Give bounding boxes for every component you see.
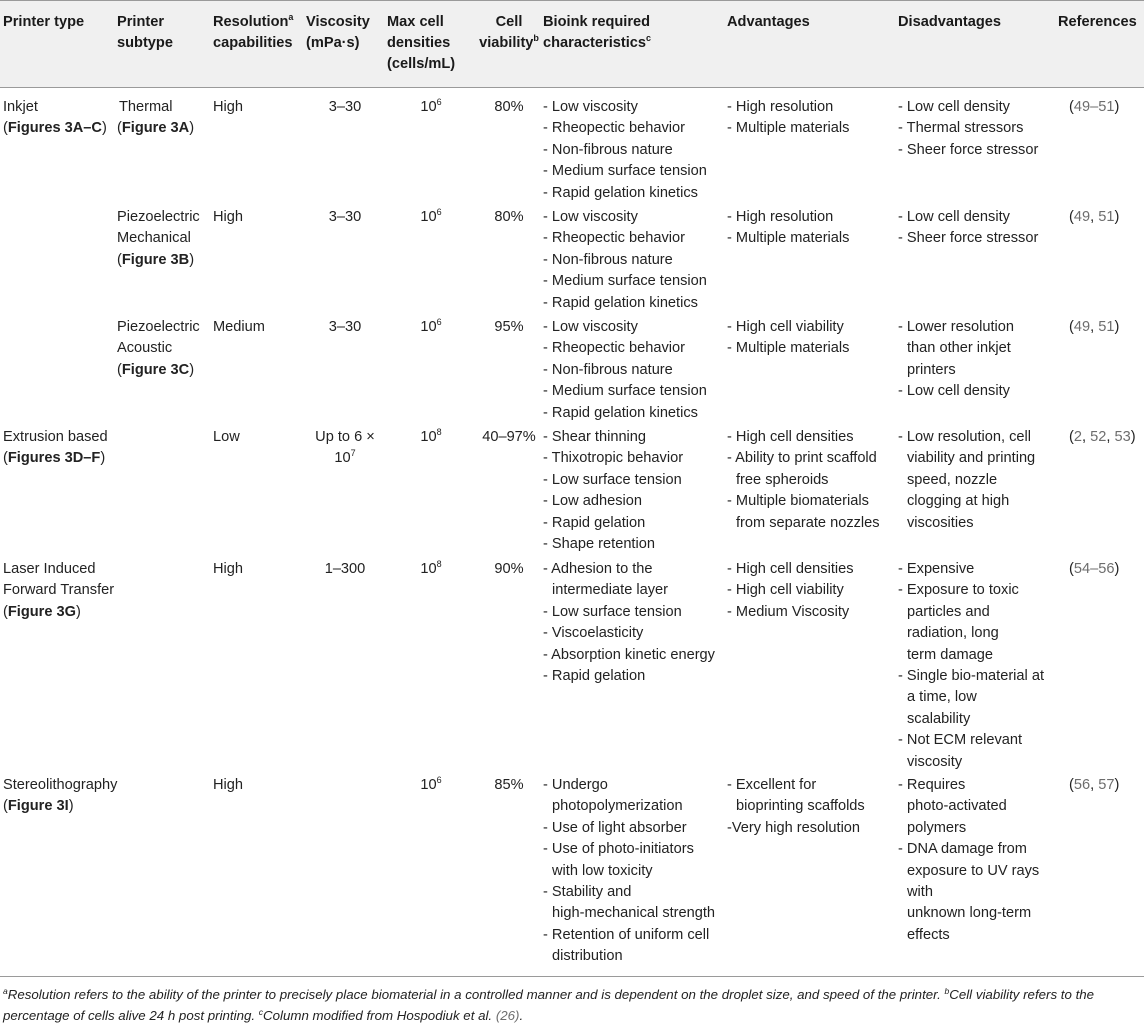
row-bioink-list — [543, 207, 707, 314]
row-viscosity: 3–30 — [328, 209, 362, 225]
list-item: - High cell viability — [727, 319, 844, 335]
list-item: - Multiple materials — [727, 120, 850, 137]
row-max-cell-density: $10^6$ — [420, 97, 442, 115]
list-item: intermediate layer — [552, 582, 668, 599]
list-item: than other inkjet — [907, 340, 1011, 357]
list-item: - Sheer force stressor — [898, 230, 1039, 247]
list-item: - Stability and — [543, 884, 632, 901]
row-advantages-list — [727, 427, 880, 534]
list-item: - Rheopectic behavior — [543, 340, 685, 357]
row-resolution: Low — [213, 429, 240, 445]
row-max-cell-density: $10^8$ — [420, 427, 442, 445]
row-bioink-list — [543, 559, 715, 687]
row-disadvantages-list — [898, 97, 1038, 161]
list-item: photo-activated — [907, 798, 1007, 815]
list-item: bioprinting scaffolds — [736, 798, 865, 815]
header-viscosity: Viscosity (mPa·s) — [306, 14, 370, 51]
row-cell-viability: 90% — [494, 561, 524, 577]
list-item: - Rapid gelation — [543, 514, 646, 531]
row-max-cell-density: $10^6$ — [420, 207, 442, 225]
list-item: - Retention of uniform cell — [543, 926, 710, 943]
header-references: References — [1058, 14, 1137, 30]
list-item: with low toxicity — [552, 862, 653, 879]
bottom-rule — [0, 976, 1144, 977]
list-item: - Low surface tension — [543, 603, 682, 620]
list-item: radiation, long — [907, 625, 999, 642]
list-item: - Single bio-material at — [898, 668, 1045, 685]
row-references: (54–56) — [1069, 561, 1120, 577]
list-item: - Low viscosity — [543, 319, 638, 335]
row-cell-viability: 40–97% — [482, 429, 536, 445]
row-printer-type: Laser Induced Forward Transfer (Figure 3G) — [3, 561, 115, 620]
reference-link[interactable]: 49 — [1073, 319, 1091, 335]
row-bioink-list — [543, 317, 707, 424]
list-item: printers — [907, 361, 956, 378]
table-footnote: $^a$Resolution refers to the ability of the printer to precisely place biomaterial in a controlled manner and is dependent on the droplet size, and speed of the printer. $^b$Cell viability refers to the percentage of cells alive 24 h post printing. $^c$Column modified from Hospodiuk et al. (26). — [3, 986, 1095, 1023]
row-cell-viability: 95% — [494, 319, 524, 335]
header-advantages: Advantages — [727, 14, 810, 30]
list-item: - High resolution — [727, 99, 834, 115]
list-item: - Rheopectic behavior — [543, 120, 685, 137]
list-item: - Low resolution, cell — [898, 429, 1032, 445]
list-item: - Sheer force stressor — [898, 141, 1039, 158]
list-item: high-mechanical strength — [552, 905, 716, 922]
header-rule — [0, 87, 1144, 88]
footnote-reference-link[interactable]: (26) — [495, 1008, 520, 1023]
list-item: - Low cell density — [898, 99, 1010, 115]
list-item: - Low cell density — [898, 209, 1010, 225]
list-item: - Lower resolution — [898, 319, 1014, 335]
row-disadvantages-list — [898, 775, 1039, 946]
list-item: - Low adhesion — [543, 493, 642, 510]
list-item: - High cell viability — [727, 582, 844, 599]
list-item: - Use of photo-initiators — [543, 841, 694, 858]
reference-link[interactable]: 52 — [1090, 429, 1107, 445]
row-resolution: High — [213, 777, 244, 793]
row-bioink-list — [543, 97, 707, 204]
list-item: - Not ECM relevant — [898, 732, 1023, 749]
list-item: - Ability to print scaffold — [727, 450, 877, 467]
header-resolution: Resolution$^a$ capabilities — [213, 12, 294, 51]
reference-link[interactable]: 53 — [1114, 429, 1131, 445]
list-item: - Low surface tension — [543, 471, 682, 488]
list-item: - Low cell density — [898, 383, 1010, 400]
list-item: - Excellent for — [727, 777, 817, 793]
list-item: viscosity — [907, 753, 963, 770]
row-viscosity: Up to 6 × $10^7$ — [315, 429, 375, 467]
list-item: - Exposure to toxic — [898, 582, 1019, 599]
list-item: - Thixotropic behavior — [543, 450, 684, 467]
row-resolution: High — [213, 99, 244, 115]
header-disadvantages: Disadvantages — [898, 14, 1002, 30]
row-advantages-list — [727, 97, 849, 140]
list-item: - Rheopectic behavior — [543, 230, 685, 247]
list-item: - Shear thinning — [543, 429, 647, 445]
list-item: viability and printing — [907, 450, 1036, 467]
list-item: speed, nozzle — [907, 471, 998, 488]
row-advantages-list — [727, 775, 865, 839]
list-item: - Thermal stressors — [898, 120, 1024, 137]
row-resolution: High — [213, 209, 244, 225]
row-bioink-list — [543, 775, 715, 968]
list-item: polymers — [907, 819, 967, 836]
row-printer-type: Stereolithography (Figure 3I) — [3, 777, 118, 815]
list-item: particles and — [907, 603, 990, 620]
row-references: (56, 57) — [1069, 777, 1120, 793]
list-item: scalability — [907, 710, 971, 727]
row-disadvantages-list — [898, 207, 1038, 250]
list-item: - Non-fibrous nature — [543, 251, 673, 268]
row-printer-subtype: Piezoelectric Mechanical (Figure 3B) — [117, 209, 200, 268]
row-references: (49, 51) — [1069, 319, 1120, 335]
list-item: exposure to UV rays — [907, 862, 1040, 879]
list-item: -Very high resolution — [727, 819, 861, 836]
reference-link[interactable]: 56 — [1073, 777, 1091, 793]
list-item: - High cell densities — [727, 561, 854, 577]
list-item: - Low viscosity — [543, 99, 638, 115]
header-printer-subtype: Printer subtype — [117, 14, 173, 51]
list-item: - Medium Viscosity — [727, 603, 850, 620]
row-disadvantages-list — [898, 427, 1035, 534]
row-cell-viability: 85% — [494, 777, 524, 793]
list-item: - Multiple materials — [727, 230, 850, 247]
list-item: unknown long-term — [907, 905, 1032, 922]
row-printer-type: Inkjet (Figures 3A–C) — [3, 99, 107, 137]
row-cell-viability: 80% — [494, 209, 524, 225]
row-printer-type: Extrusion based (Figures 3D–F) — [3, 429, 108, 467]
list-item: - Expensive — [898, 561, 975, 577]
row-advantages-list — [727, 559, 854, 623]
list-item: - Shape retention — [543, 536, 655, 553]
list-item: distribution — [552, 948, 623, 965]
row-printer-subtype: Thermal (Figure 3A) — [117, 99, 195, 137]
list-item: - DNA damage from — [898, 841, 1027, 858]
list-item: - Undergo — [543, 777, 608, 793]
list-item: - Absorption kinetic energy — [543, 646, 715, 663]
reference-link[interactable]: 51 — [1098, 319, 1115, 335]
row-disadvantages-list — [898, 317, 1014, 403]
list-item: with — [907, 884, 933, 901]
row-resolution: Medium — [213, 319, 265, 335]
row-viscosity: 3–30 — [328, 319, 362, 335]
reference-link[interactable]: 57 — [1098, 777, 1115, 793]
row-references: (2, 52, 53) — [1069, 429, 1136, 445]
list-item: a time, low — [907, 689, 977, 706]
list-item: - Rapid gelation kinetics — [543, 404, 698, 421]
list-item: - Multiple biomaterials — [727, 493, 869, 510]
list-item: - Viscoelasticity — [543, 625, 644, 642]
list-item: photopolymerization — [552, 798, 683, 815]
list-item: - Non-fibrous nature — [543, 361, 673, 378]
row-viscosity: 3–30 — [328, 99, 362, 115]
row-max-cell-density: $10^8$ — [420, 559, 442, 577]
list-item: - Multiple materials — [727, 340, 850, 357]
list-item: - High cell densities — [727, 429, 854, 445]
row-references: (49, 51) — [1069, 209, 1120, 225]
reference-link[interactable]: 2 — [1073, 429, 1082, 445]
row-max-cell-density: $10^6$ — [420, 775, 442, 793]
row-max-cell-density: $10^6$ — [420, 317, 442, 335]
list-item: - Low viscosity — [543, 209, 638, 225]
reference-link[interactable]: 54–56 — [1073, 561, 1115, 577]
row-cell-viability: 80% — [494, 99, 524, 115]
reference-link[interactable]: 51 — [1098, 209, 1115, 225]
list-item: - Medium surface tension — [543, 383, 707, 400]
list-item: - Rapid gelation kinetics — [543, 294, 698, 311]
list-item: - Adhesion to the — [543, 561, 653, 577]
list-item: viscosities — [907, 514, 974, 531]
list-item: from separate nozzles — [736, 514, 880, 531]
header-max-cell-densities: Max cell densities (cells/mL) — [387, 14, 456, 72]
row-disadvantages-list — [898, 559, 1044, 773]
list-item: - Medium surface tension — [543, 163, 707, 180]
row-advantages-list — [727, 207, 849, 250]
list-item: - High resolution — [727, 209, 834, 225]
list-item: - Requires — [898, 777, 966, 793]
list-item: effects — [907, 926, 950, 943]
row-resolution: High — [213, 561, 244, 577]
reference-link[interactable]: 49 — [1073, 209, 1091, 225]
top-rule — [0, 0, 1144, 1]
list-item: free spheroids — [736, 471, 829, 488]
row-bioink-list — [543, 427, 683, 555]
row-viscosity: 1–300 — [324, 561, 366, 577]
list-item: - Rapid gelation kinetics — [543, 184, 698, 201]
list-item: clogging at high — [907, 493, 1010, 510]
list-item: - Non-fibrous nature — [543, 141, 673, 158]
list-item: - Use of light absorber — [543, 819, 687, 836]
header-bioink: Bioink required characteristics$^c$ — [543, 14, 652, 51]
row-advantages-list — [727, 317, 849, 360]
list-item: term damage — [907, 646, 993, 663]
list-item: - Rapid gelation — [543, 668, 646, 685]
row-printer-subtype: Piezoelectric Acoustic (Figure 3C) — [117, 319, 200, 378]
list-item: - Medium surface tension — [543, 273, 707, 290]
header-printer-type: Printer type — [3, 14, 85, 30]
header-cell-viability: Cell viability$^b$ — [479, 14, 539, 51]
reference-link[interactable]: 49–51 — [1073, 99, 1115, 115]
row-references: (49–51) — [1069, 99, 1120, 115]
